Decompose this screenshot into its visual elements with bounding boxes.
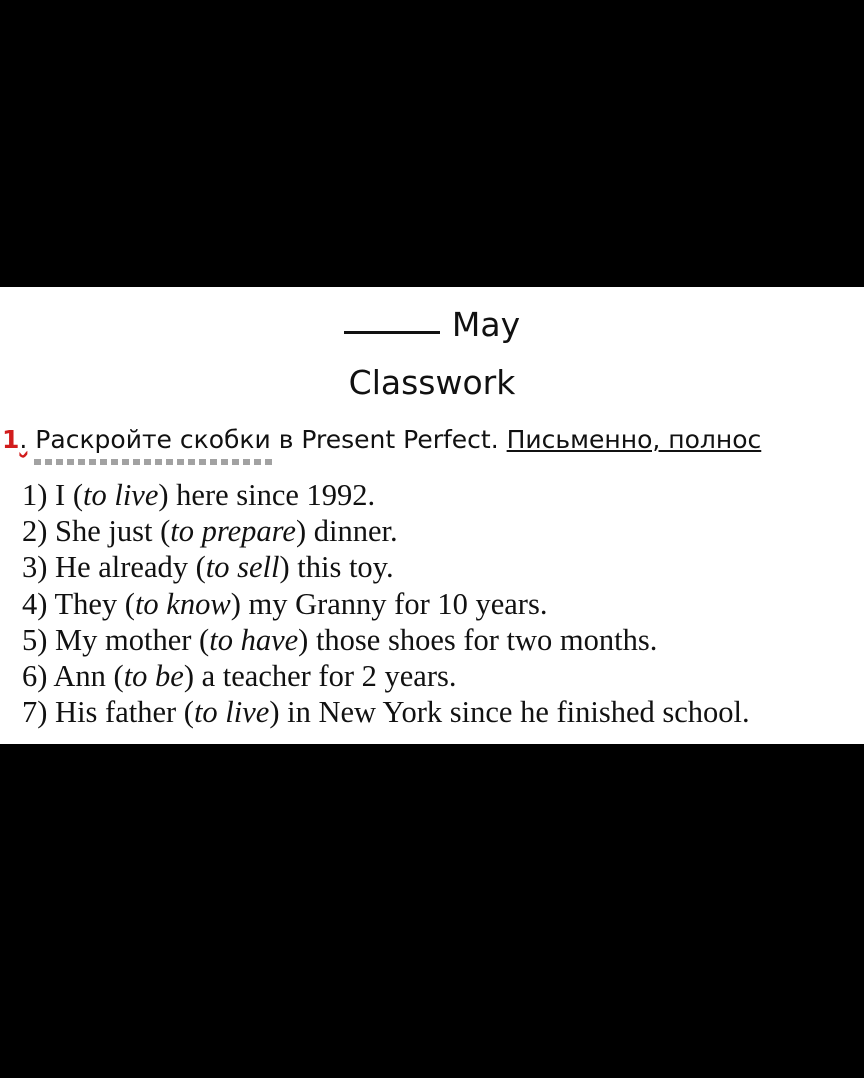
date-blank (344, 321, 440, 334)
exercise-text-post: ) here since 1992. (158, 478, 376, 512)
exercise-verb: to live (193, 695, 270, 730)
exercise-item (22, 586, 750, 622)
task-separator: . (19, 425, 28, 454)
exercise-text-pre: Ann ( (53, 658, 124, 693)
date-line (0, 305, 864, 344)
exercise-text-pre: They ( (54, 586, 135, 621)
exercise-item (22, 658, 750, 694)
exercise-item (22, 694, 750, 730)
exercise-text-post: ) my Granny for 10 years. (230, 586, 548, 621)
task-number: 1 (2, 425, 20, 454)
date-month: May (451, 305, 521, 344)
exercise-text-post: ) in New York since he finished school. (269, 695, 750, 730)
exercise-item (22, 549, 750, 585)
exercise-text-pre: My mother ( (55, 622, 210, 657)
task-instruction-text: Раскройте скобки в Present Perfect. (27, 425, 507, 454)
exercise-list (22, 477, 750, 730)
exercise-text-post: ) a teacher for 2 years. (183, 658, 457, 693)
exercise-text-pre: He already ( (55, 550, 206, 585)
exercise-number: 6) (22, 658, 48, 693)
exercise-verb: to live (83, 478, 159, 512)
exercise-item (22, 477, 750, 513)
exercise-number: 7) (22, 695, 48, 730)
exercise-number: 4) (22, 586, 48, 621)
exercise-item (22, 513, 750, 549)
exercise-number: 2) (22, 514, 48, 549)
exercise-text-post: ) this toy. (279, 550, 394, 585)
exercise-text-pre: His father ( (55, 695, 194, 730)
exercise-verb: to prepare (170, 514, 296, 549)
worksheet-page (0, 287, 864, 744)
page-title: Classwork (348, 363, 516, 402)
exercise-item (22, 622, 750, 658)
exercise-verb: to have (209, 622, 299, 657)
exercise-text-pre: I ( (55, 478, 83, 512)
exercise-verb: to know (134, 586, 231, 621)
exercise-number: 3) (22, 550, 48, 585)
exercise-number: 1) (22, 478, 48, 512)
exercise-number: 5) (22, 622, 48, 657)
exercise-text-pre: She just ( (55, 514, 171, 549)
exercise-text-post: ) those shoes for two months. (298, 622, 658, 657)
exercise-verb: to sell (205, 550, 280, 585)
scan-remnant-line (34, 459, 274, 465)
exercise-verb: to be (123, 658, 184, 693)
exercise-text-post: ) dinner. (295, 514, 398, 549)
task-instruction (2, 425, 864, 454)
task-instruction-underlined: Письменно, полнос (506, 425, 762, 454)
